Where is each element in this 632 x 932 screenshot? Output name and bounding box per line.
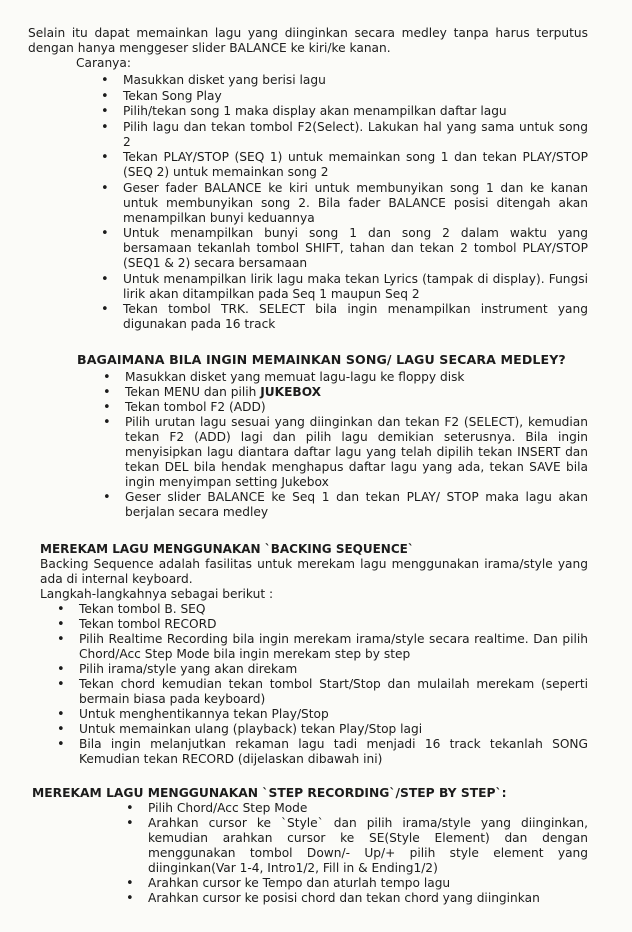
backing-sequence-description: Backing Sequence adalah fasilitas untuk merekam lagu menggunakan irama/style yang ada di internal keyboard. [40,557,588,586]
list-item: • Tekan tombol F2 (ADD) [125,400,588,415]
list-item: • Tekan tombol TRK. SELECT bila ingin menampilkan instrument yang digunakan pada 16 track [123,302,588,332]
medley-steps-list [123,73,588,333]
caranya-label: Caranya: [76,56,131,70]
list-item [125,385,588,400]
list-item: • Geser slider BALANCE ke Seq 1 dan tekan PLAY/ STOP maka lagu akan berjalan secara medley [125,490,588,520]
list-item: • Masukkan disket yang berisi lagu [123,73,588,88]
list-item: • Arahkan cursor ke `Style` dan pilih irama/style yang diinginkan, kemudian arahkan cursor ke SE(Style Element) dan dengan menggunakan tombol Down/- Up/+ pilih style element yang diinginkan(Var 1-4, Intro1/2, Fill in & Ending1/2) [148,816,588,876]
list-item: • Pilih Realtime Recording bila ingin merekam irama/style secara realtime. Dan pilih Chord/Acc Step Mode bila ingin merekam step by step [79,632,588,662]
list-item: • Bila ingin melanjutkan rekaman lagu tadi menjadi 16 track tekanlah SONG Kemudian tekan RECORD (dijelaskan dibawah ini) [79,737,588,767]
jukebox-steps-list [125,370,588,520]
list-item: • Masukkan disket yang memuat lagu-lagu ke floppy disk [125,370,588,385]
list-item: • Tekan tombol B. SEQ [79,602,588,617]
backing-sequence-intro [40,557,588,602]
list-item: • Pilih lagu dan tekan tombol F2(Select). Lakukan hal yang sama untuk song 2 [123,120,588,150]
intro-block [28,26,588,71]
list-item: • Pilih Chord/Acc Step Mode [148,801,588,816]
list-item: • Arahkan cursor ke posisi chord dan tekan chord yang diinginkan [148,891,588,906]
section-heading-backing-sequence: MEREKAM LAGU MENGGUNAKAN `BACKING SEQUENCE` [40,542,414,556]
intro-paragraph: Selain itu dapat memainkan lagu yang diinginkan secara medley tanpa harus terputus dengan hanya menggeser slider BALANCE ke kiri/ke kanan. [28,26,588,55]
list-item: • Tekan chord kemudian tekan tombol Start/Stop dan mulailah merekam (seperti bermain biasa pada keyboard) [79,677,588,707]
list-item: • Pilih irama/style yang akan direkam [79,662,588,677]
section-heading-medley: BAGAIMANA BILA INGIN MEMAINKAN SONG/ LAGU SECARA MEDLEY? [77,352,566,367]
list-item-text: Tekan MENU dan pilih [125,385,261,399]
list-item: • Arahkan cursor ke Tempo dan aturlah tempo lagu [148,876,588,891]
list-item: • Geser fader BALANCE ke kiri untuk membunyikan song 1 dan ke kanan untuk membunyikan song 2. Bila fader BALANCE posisi ditengah akan menampilkan bunyi keduannya [123,181,588,226]
list-item: • Pilih/tekan song 1 maka display akan menampilkan daftar lagu [123,104,588,119]
list-item: • Untuk menghentikannya tekan Play/Stop [79,707,588,722]
steps-intro: Langkah-langkahnya sebagai berikut : [40,587,274,601]
list-item: • Untuk menampilkan lirik lagu maka tekan Lyrics (tampak di display). Fungsi lirik akan ditampilkan pada Seq 1 maupun Seq 2 [123,272,588,302]
section-heading-step-recording: MEREKAM LAGU MENGGUNAKAN `STEP RECORDING`/STEP BY STEP`: [32,786,507,800]
step-recording-steps-list [148,801,588,906]
list-item: • Pilih urutan lagu sesuai yang diinginkan dan tekan F2 (SELECT), kemudian tekan F2 (ADD) lagi dan pilih lagu demikian seterusnya. Bila ingin menyisipkan lagu diantara daftar lagu yang telah dipilih tekan INSERT dan tekan DEL bila hendak menghapus daftar lagu yang ada, tekan SAVE bila ingin menyimpan setting Jukebox [125,415,588,490]
backing-sequence-steps-list [79,602,588,767]
list-item: • Tekan PLAY/STOP (SEQ 1) untuk memainkan song 1 dan tekan PLAY/STOP (SEQ 2) untuk memainkan song 2 [123,150,588,180]
list-item: • Tekan Song Play [123,89,588,104]
list-item: • Untuk memainkan ulang (playback) tekan Play/Stop lagi [79,722,588,737]
list-item: • Untuk menampilkan bunyi song 1 dan song 2 dalam waktu yang bersamaan tekanlah tombol SHIFT, tahan dan tekan 2 tombol PLAY/STOP (SEQ1 & 2) secara bersamaan [123,226,588,271]
jukebox-keyword: JUKEBOX [260,385,322,399]
list-item: • Tekan tombol RECORD [79,617,588,632]
